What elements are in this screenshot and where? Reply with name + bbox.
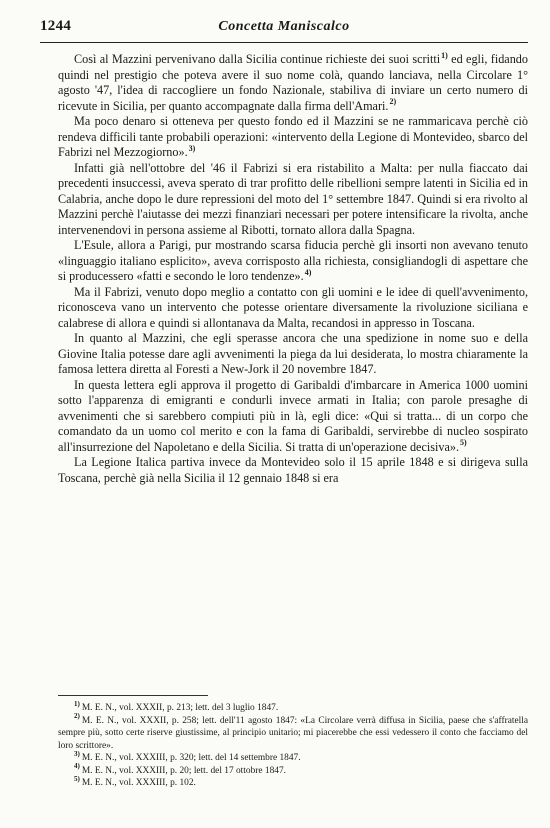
- page-number: 1244: [40, 18, 72, 34]
- footnote-number: 4): [74, 762, 80, 771]
- running-title: Concetta Maniscalco: [218, 19, 350, 34]
- footnote-number: 5): [74, 774, 80, 783]
- footnote-number: 2): [74, 712, 80, 721]
- paragraph: [58, 455, 528, 486]
- footnote-text: M. E. N., vol. XXXII, p. 213; lett. del 3 luglio 1847.: [81, 703, 279, 713]
- footnote-reference: 4): [304, 267, 312, 277]
- footnote: [58, 712, 528, 753]
- paragraph: [58, 238, 528, 285]
- paragraph: [58, 285, 528, 332]
- paragraph-text: In questa lettera egli approva il progetto di Garibaldi d'imbarcare in America 1000 uomini sotto l'apparenza di emigranti e condurli invece armati in Italia; con parole presaghe di avvenimenti che si sarebbero compiuti più in là, egli dice: «Qui si tratta... di un corpo che comandato da un uomo col merito e con la fama di Garibaldi, servirebbe di nucleo sospirato all'insurrezione del Napoletano e della Sicilia. Si tratta di un'operazione decisiva».: [58, 377, 528, 454]
- footnote: [58, 774, 528, 790]
- footnote: [58, 749, 528, 765]
- footnote-text: M. E. N., vol. XXXII, p. 258; lett. dell'11 agosto 1847: «La Circolare verrà diffusa in Sicilia, paese che s'affratella sempre più, sotto certe riserve giustissime, al principio unitario; mi piacerebbe che essi vedessero il conto che facciamo del loro scrittore».: [58, 715, 528, 751]
- footnote-number: 3): [74, 749, 80, 758]
- footnote-text: M. E. N., vol. XXXIII, p. 320; lett. del 14 settembre 1847.: [81, 753, 301, 763]
- footnote-text: M. E. N., vol. XXXIII, p. 102.: [81, 778, 196, 788]
- paragraph-text: ed egli, fidando quindi nel prestigio che poteva avere il suo nome colà, quando lanciava, nella Circolare 1° agosto '47, l'idea di raccogliere un fondo Nazionale, stabiliva di inviare un certo numero di ricevute in Sicilia, per quanto accompagnate dalla firma dell'Amari.: [58, 52, 528, 113]
- footnote-text: M. E. N., vol. XXXIII, p. 20; lett. del 17 ottobre 1847.: [81, 765, 286, 776]
- paragraph-text: In quanto al Mazzini, che egli sperasse ancora che una spedizione in nome suo e della Giovine Italia potesse dare agli avvenimenti la piega da lui desiderata, lo mostra chiaramente la famosa lettera diretta al Foresti a New-Jork il 20 novembre 1847.: [58, 331, 528, 376]
- footnote-number: 1): [74, 699, 80, 708]
- paragraph-text: La Legione Italica partiva invece da Montevideo solo il 15 aprile 1848 e si dirigeva sulla Toscana, perchè già nella Sicilia il 12 gennaio 1848 si era: [58, 455, 528, 485]
- footnote-reference: 2): [389, 97, 397, 107]
- footnote: [58, 699, 528, 715]
- paragraph-text: Ma il Fabrizi, venuto dopo meglio a contatto con gli uomini e le idee di quell'avvenimento, riconosceva vano un intervento che potesse orientare diversamente la rivoluzione siciliana e calabrese di allora e quindi si allontanava da Malta, recandosi in appresso in Toscana.: [58, 284, 528, 330]
- footnote-reference: 3): [188, 143, 196, 153]
- header-rule: [40, 42, 528, 43]
- paragraph-text: L'Esule, allora a Parigi, pur mostrando scarsa fiducia perchè gli insorti non avevano tenuto «linguaggio italiano esplicito», aveva corrisposto alla richiesta, consigliandogli di aspettare che si producessero «fatti e secondo le loro tendenze».: [58, 238, 528, 283]
- footnote-reference: 5): [460, 438, 467, 448]
- footnote: [58, 762, 528, 778]
- paragraph: [58, 378, 528, 456]
- paragraph-text: Così al Mazzini pervenivano dalla Sicilia continue richieste dei suoi scritti: [74, 52, 441, 66]
- footnote-separator: [58, 695, 208, 696]
- footnote-reference: 1): [441, 50, 448, 60]
- paragraph: [58, 114, 528, 161]
- page-header: [40, 18, 528, 40]
- body-text: [58, 52, 528, 486]
- paragraph: [58, 331, 528, 378]
- footnotes: [58, 699, 528, 790]
- paragraph-text: Ma poco denaro si otteneva per questo fondo ed il Mazzini se ne rammaricava perchè ciò rendeva difficili tante probabili operazioni: «intervento della Legione di Montevideo, sbarco del Fabrizi nel Mezzogiorno».: [58, 114, 528, 159]
- paragraph: [58, 52, 528, 114]
- paragraph-text: Infatti già nell'ottobre del '46 il Fabrizi si era ristabilito a Malta: per nulla fiaccato dai precedenti insuccessi, aveva sperato di trar profitto delle ribellioni sempre latenti in Sicilia ed in Calabria, anche dopo le dure repressioni del moto del 1° settembre 1847. Quindi si era rivolto al Mazzini perchè l'aiutasse dei mezzi finanziari necessari per potere intensificare la rivolta, anche intervenendovi in persona assieme al Ribotti, tornato allora dalla Spagna.: [58, 160, 528, 237]
- paragraph: [58, 161, 528, 239]
